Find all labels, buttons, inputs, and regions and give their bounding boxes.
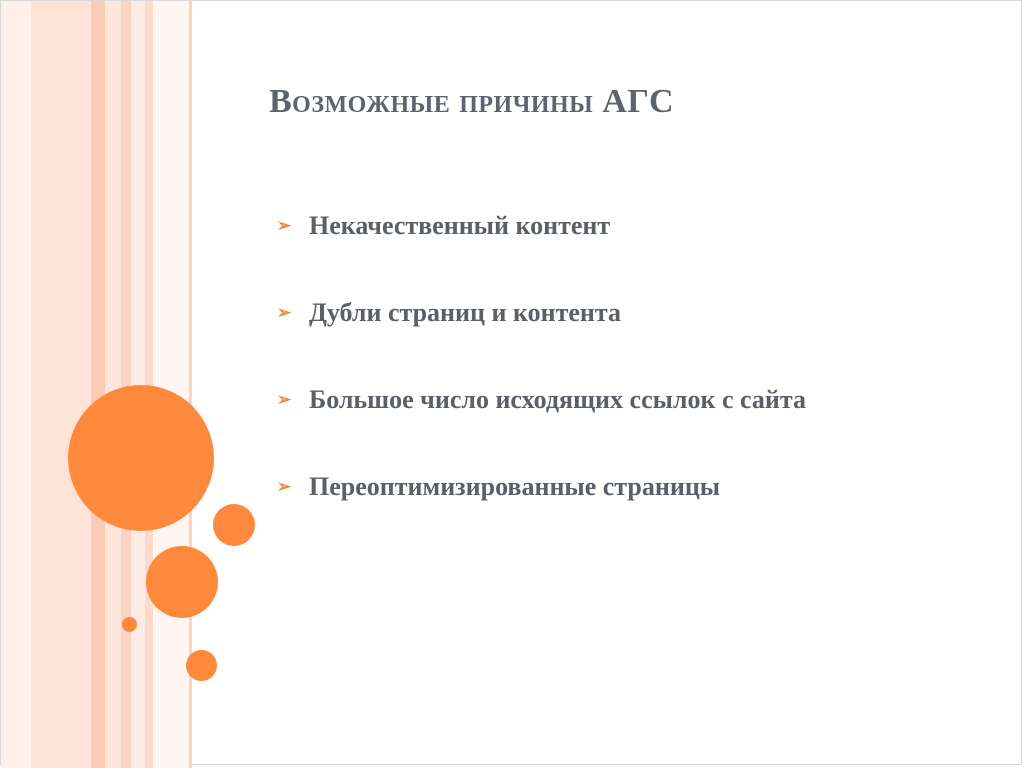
- arrow-bullet-icon: ➢: [277, 303, 292, 322]
- decor-stripe: [153, 1, 189, 768]
- decor-circle-medium: [146, 546, 218, 618]
- decor-circle-tiny: [122, 617, 137, 632]
- bullet-text: Большое число исходящих ссылок с сайта: [309, 385, 806, 414]
- decor-stripe: [105, 1, 121, 768]
- list-item: [271, 383, 871, 416]
- decor-stripe: [1, 1, 31, 768]
- decor-circle-large: [68, 385, 214, 531]
- slide-title: Возможные причины АГС: [269, 83, 675, 120]
- arrow-bullet-icon: ➢: [277, 477, 292, 496]
- decor-circle-small: [213, 504, 255, 546]
- list-item: [271, 470, 971, 503]
- decor-stripe: [121, 1, 131, 768]
- list-item: [271, 296, 971, 329]
- bullet-text: Переоптимизированные страницы: [309, 472, 721, 501]
- decor-stripe: [91, 1, 105, 768]
- decor-circle-small: [186, 650, 217, 681]
- decor-stripe: [31, 1, 91, 768]
- bullet-list: [271, 209, 971, 557]
- arrow-bullet-icon: ➢: [277, 390, 292, 409]
- arrow-bullet-icon: ➢: [277, 216, 292, 235]
- list-item: [271, 209, 971, 242]
- bullet-text: Некачественный контент: [309, 211, 611, 240]
- bullet-text: Дубли страниц и контента: [309, 298, 621, 327]
